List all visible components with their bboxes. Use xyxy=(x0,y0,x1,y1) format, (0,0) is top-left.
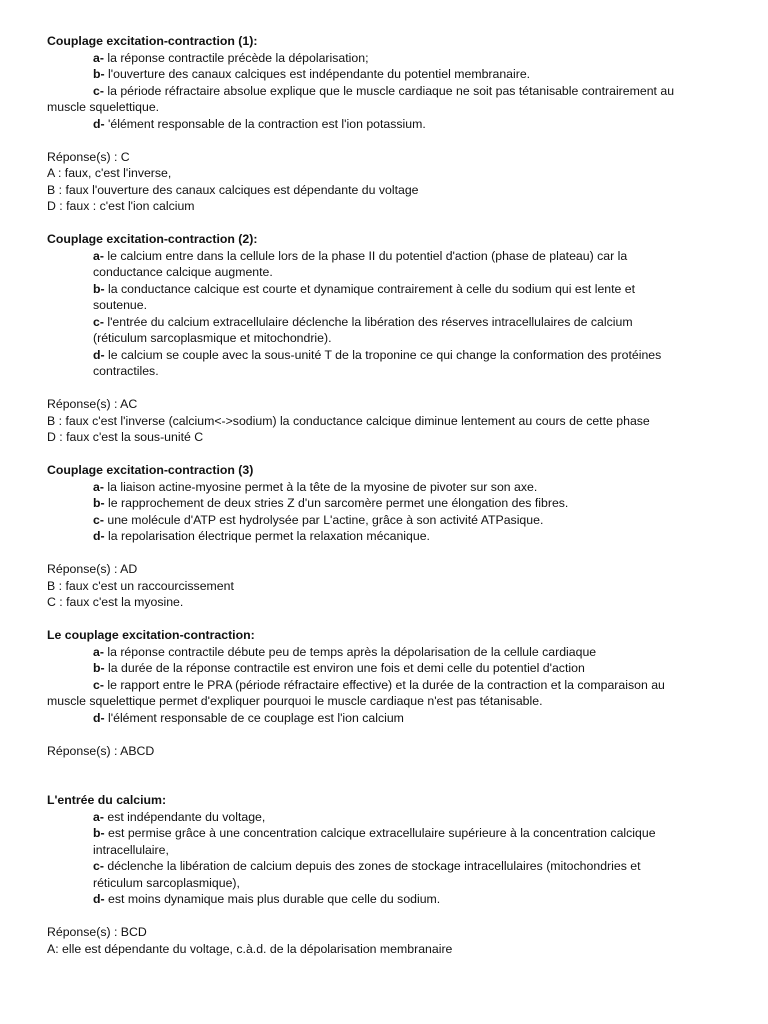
option-text: la repolarisation électrique permet la relaxation mécanique. xyxy=(104,529,430,543)
option-text: le rapport entre le PRA (période réfractaire effective) et la durée de la contraction et la comparaison au xyxy=(103,677,665,692)
q1-option-a xyxy=(47,50,717,67)
q2-option-a xyxy=(47,248,717,265)
q1-explanation: D : faux : c'est l'ion calcium xyxy=(47,199,195,213)
option-text: 'élément responsable de la contraction est l'ion potassium. xyxy=(104,116,426,131)
q2-explanation: B : faux c'est l'inverse (calcium<->sodium) la conductance calcique diminue lentement au cours de cette phase xyxy=(47,413,650,428)
option-text: la réponse contractile précède la dépolarisation; xyxy=(103,50,369,65)
option-letter: b- xyxy=(93,281,105,296)
q4-option-c xyxy=(47,677,717,694)
q5-option-b-continuation: intracellulaire, xyxy=(93,842,169,857)
option-text: est indépendante du voltage, xyxy=(103,809,266,824)
option-text: est permise grâce à une concentration calcique extracellulaire supérieure à la concentration calcique xyxy=(104,826,656,840)
q4-option-d xyxy=(47,710,717,727)
option-text: la durée de la réponse contractile est environ une fois et demi celle du potentiel d'action xyxy=(104,661,585,675)
q5-option-d xyxy=(47,891,717,908)
option-letter: a- xyxy=(93,50,104,65)
option-letter: c- xyxy=(93,83,104,98)
question-5-title: L'entrée du calcium: xyxy=(47,793,167,807)
q5-option-c xyxy=(47,858,717,875)
option-letter: a- xyxy=(93,248,104,263)
question-2-title: Couplage excitation-contraction (2): xyxy=(47,232,258,246)
q4-option-b xyxy=(47,660,717,677)
option-text: l'élément responsable de ce couplage est l'ion calcium xyxy=(104,710,404,725)
option-text: est moins dynamique mais plus durable que celle du sodium. xyxy=(104,892,441,906)
q1-option-d xyxy=(47,116,717,133)
q5-explanation: A: elle est dépendante du voltage, c.à.d. de la dépolarisation membranaire xyxy=(47,941,453,956)
q4-option-a xyxy=(47,644,717,661)
option-letter: d- xyxy=(93,892,105,906)
option-letter: a- xyxy=(93,809,104,824)
q2-option-c-continuation: (réticulum sarcoplasmique et mitochondrie). xyxy=(93,331,332,345)
q1-explanation: A : faux, c'est l'inverse, xyxy=(47,166,172,180)
option-letter: c- xyxy=(93,859,104,873)
q1-option-c xyxy=(47,83,717,100)
q4-option-c-continuation: muscle squelettique permet d'expliquer pourquoi le muscle cardiaque n'est pas tétanisable. xyxy=(47,694,543,708)
option-letter: d- xyxy=(93,710,105,725)
option-letter: d- xyxy=(93,116,105,131)
q4-answer: Réponse(s) : ABCD xyxy=(47,743,155,758)
option-letter: a- xyxy=(93,479,104,494)
q2-option-a-continuation: conductance calcique augmente. xyxy=(93,265,273,279)
q1-option-c-continuation: muscle squelettique. xyxy=(47,100,160,114)
option-letter: a- xyxy=(93,644,104,659)
q5-option-c-continuation: réticulum sarcoplasmique), xyxy=(93,875,240,890)
q3-option-a xyxy=(47,479,717,496)
option-text: la liaison actine-myosine permet à la tête de la myosine de pivoter sur son axe. xyxy=(103,479,538,494)
option-text: une molécule d'ATP est hydrolysée par L'actine, grâce à son activité ATPasique. xyxy=(103,512,544,527)
option-text: l'entrée du calcium extracellulaire déclenche la libération des réserves intracellulaires de calcium xyxy=(103,314,633,329)
q3-explanation: C : faux c'est la myosine. xyxy=(47,595,184,609)
q1-option-b xyxy=(47,66,717,83)
q2-option-d-continuation: contractiles. xyxy=(93,364,159,378)
q5-option-b xyxy=(47,825,717,842)
question-3-title: Couplage excitation-contraction (3) xyxy=(47,463,254,477)
q3-option-c xyxy=(47,512,717,529)
document-page xyxy=(47,33,717,957)
option-letter: b- xyxy=(93,496,105,510)
q2-option-c xyxy=(47,314,717,331)
option-text: le calcium se couple avec la sous-unité T de la troponine ce qui change la conformation des protéines xyxy=(104,347,662,362)
option-letter: c- xyxy=(93,677,104,692)
q2-option-b-continuation: soutenue. xyxy=(93,298,148,312)
option-letter: c- xyxy=(93,512,104,527)
q5-option-a xyxy=(47,809,717,826)
q2-option-d xyxy=(47,347,717,364)
q3-option-d xyxy=(47,528,717,545)
q1-explanation: B : faux l'ouverture des canaux calciques est dépendante du voltage xyxy=(47,182,419,197)
option-text: la réponse contractile débute peu de temps après la dépolarisation de la cellule cardiaque xyxy=(103,644,597,659)
option-letter: d- xyxy=(93,529,105,543)
option-letter: d- xyxy=(93,347,105,362)
q3-option-b xyxy=(47,495,717,512)
option-text: la période réfractaire absolue explique que le muscle cardiaque ne soit pas tétanisable contrairement au xyxy=(103,83,675,98)
q2-option-b xyxy=(47,281,717,298)
option-letter: c- xyxy=(93,314,104,329)
option-letter: b- xyxy=(93,661,105,675)
q3-answer: Réponse(s) : AD xyxy=(47,562,138,576)
question-1-title: Couplage excitation-contraction (1): xyxy=(47,34,258,48)
q1-answer: Réponse(s) : C xyxy=(47,149,130,164)
question-4-title: Le couplage excitation-contraction: xyxy=(47,628,255,642)
option-text: déclenche la libération de calcium depuis des zones de stockage intracellulaires (mitochondries et xyxy=(103,859,641,873)
q3-explanation: B : faux c'est un raccourcissement xyxy=(47,578,234,593)
q2-explanation: D : faux c'est la sous-unité C xyxy=(47,430,204,444)
option-letter: b- xyxy=(93,826,105,840)
q5-answer: Réponse(s) : BCD xyxy=(47,925,147,939)
option-text: l'ouverture des canaux calciques est indépendante du potentiel membranaire. xyxy=(104,67,531,81)
option-text: la conductance calcique est courte et dynamique contrairement à celle du sodium qui est lente et xyxy=(104,281,636,296)
q2-answer: Réponse(s) : AC xyxy=(47,397,138,411)
option-letter: b- xyxy=(93,67,105,81)
option-text: le calcium entre dans la cellule lors de la phase II du potentiel d'action (phase de plateau) car la xyxy=(103,248,628,263)
option-text: le rapprochement de deux stries Z d'un sarcomère permet une élongation des fibres. xyxy=(104,496,569,510)
